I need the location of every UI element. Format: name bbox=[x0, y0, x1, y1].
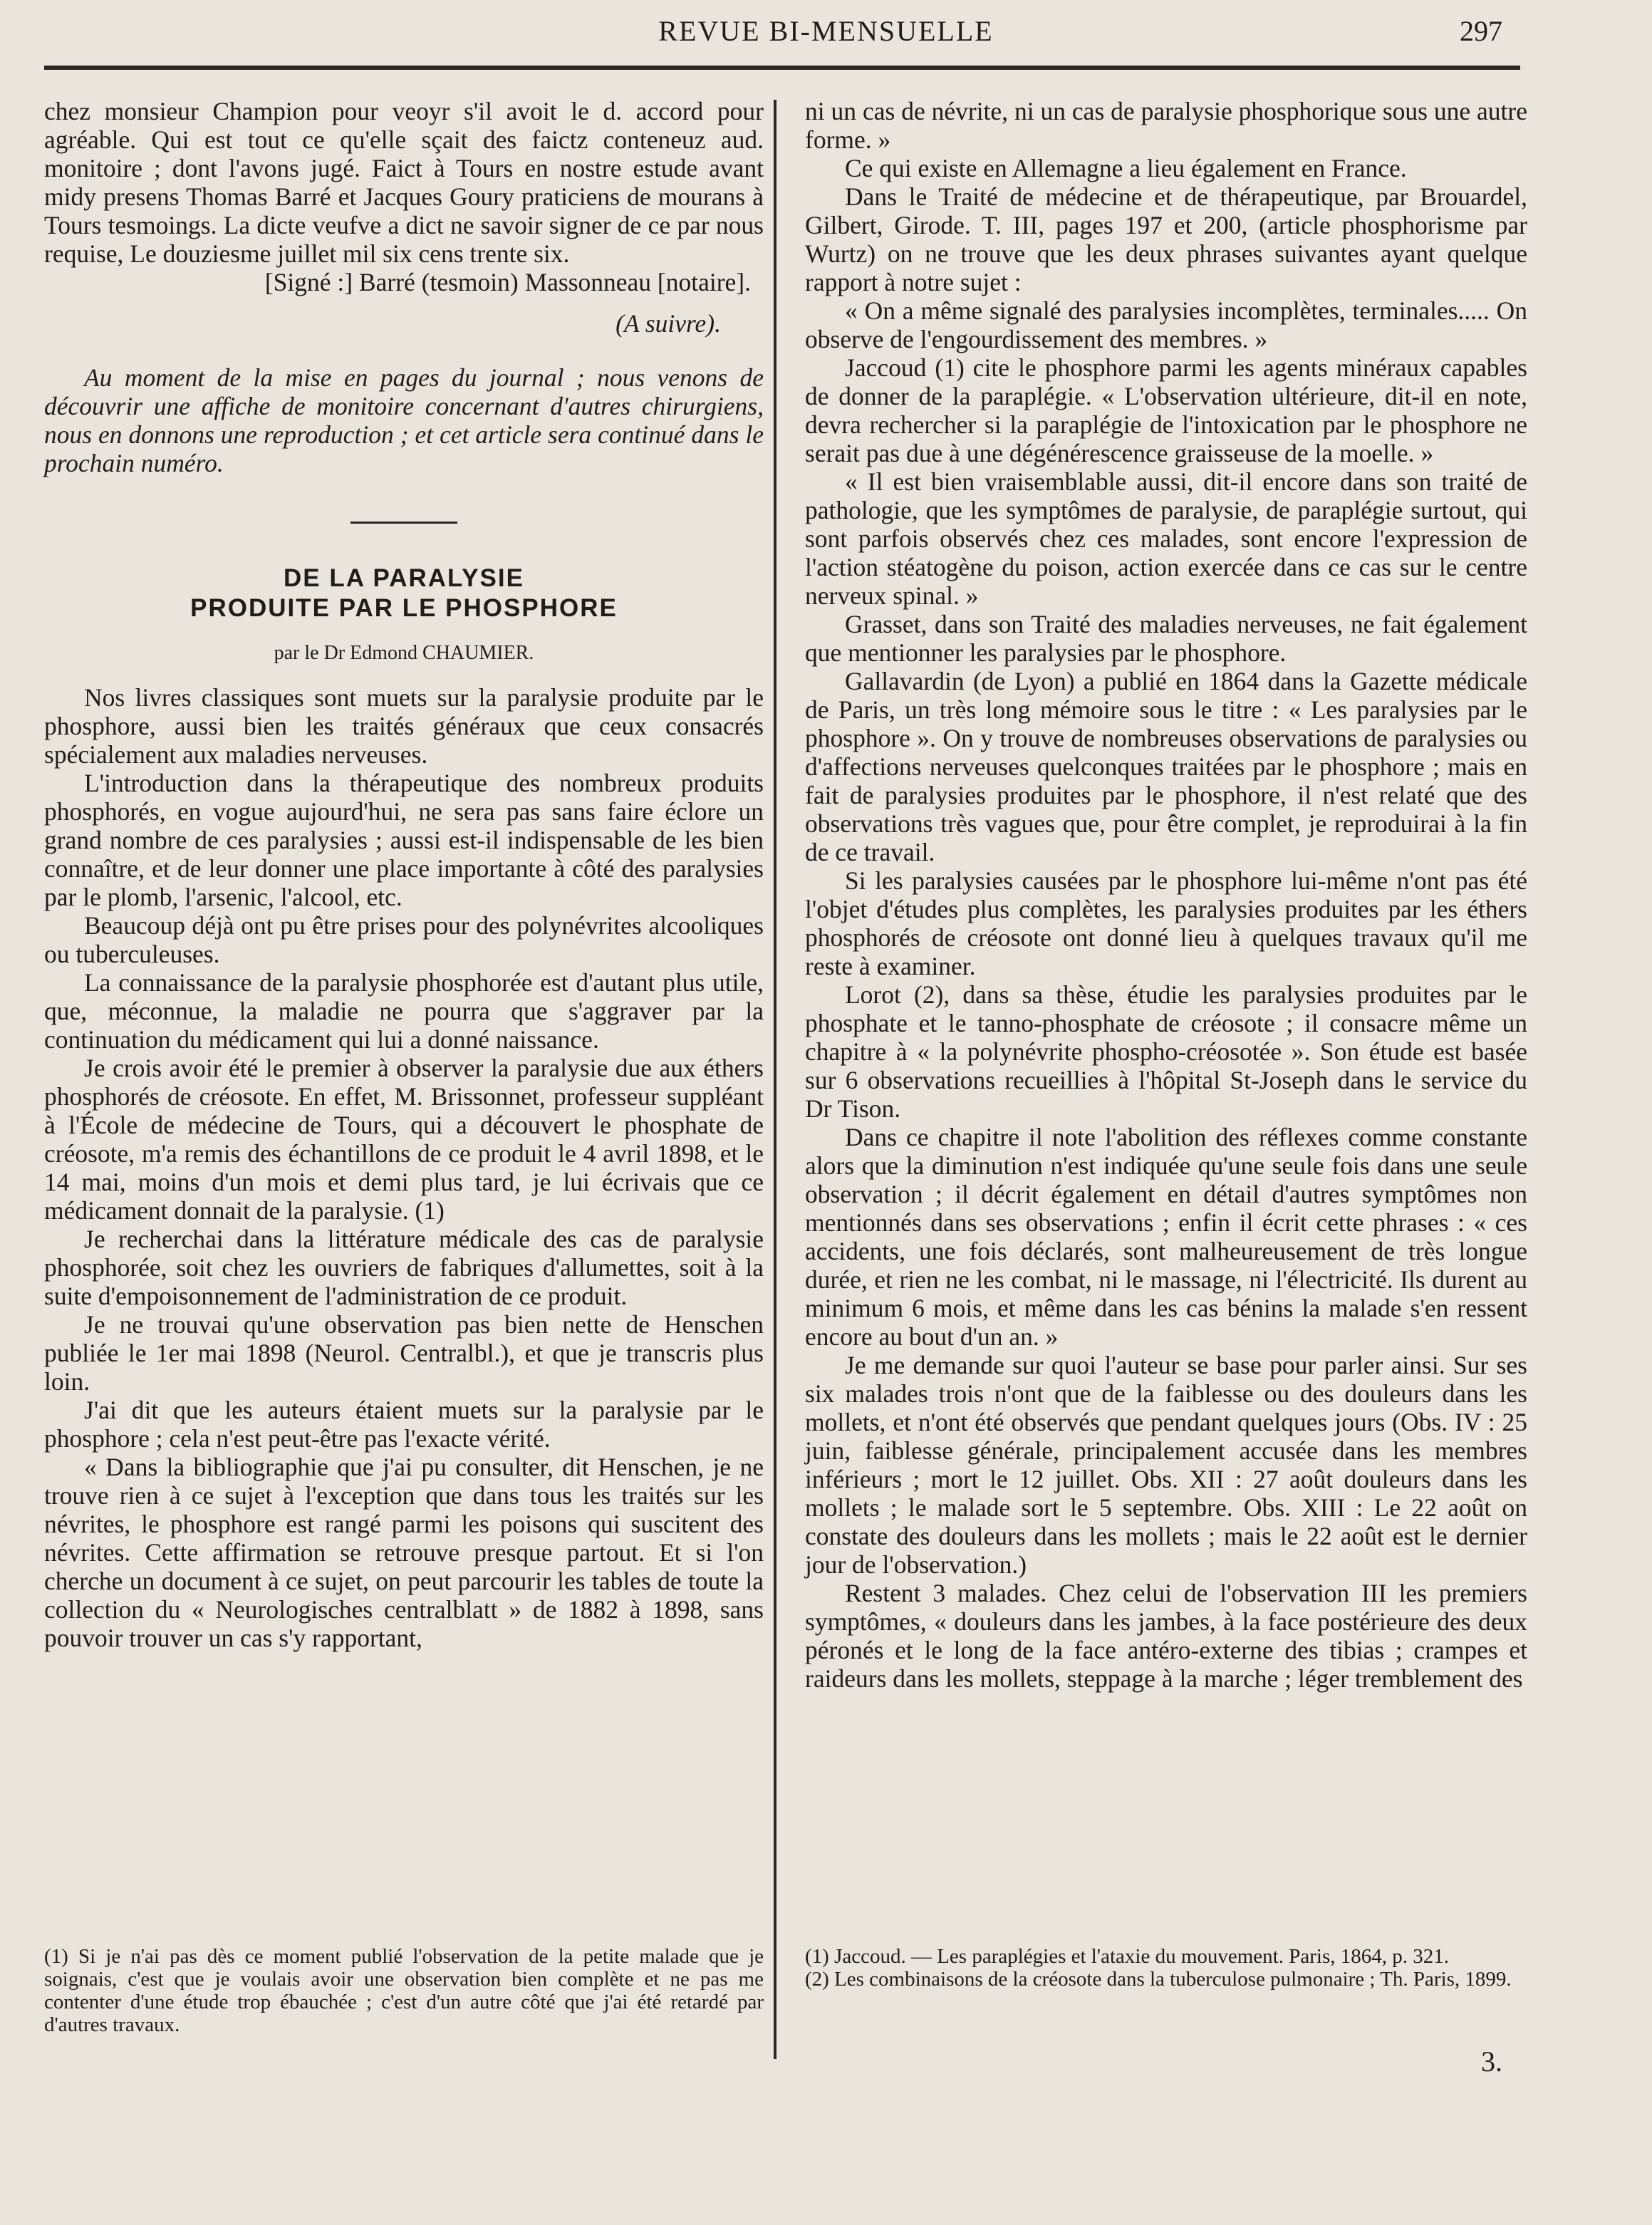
body-paragraph: « On a même signalé des paralysies incomplètes, terminales..... On observe de l'engourdissement des membres. » bbox=[805, 296, 1527, 353]
body-paragraph: Dans le Traité de médecine et de thérapeutique, par Brouardel, Gilbert, Girode. T. III, pages 197 et 200, (article phosphorisme par Wurtz) on ne trouve que les deux phrases suivantes ayant quelque rapport à notre sujet : bbox=[805, 182, 1527, 296]
right-footnotes bbox=[805, 1945, 1527, 1991]
to-be-continued: (A suivre). bbox=[615, 309, 721, 338]
body-paragraph: Nos livres classiques sont muets sur la paralysie produite par le phosphore, aussi bien les traités généraux que ceux consacrés spécialement aux maladies nerveuses. bbox=[44, 683, 764, 769]
body-paragraph: Je ne trouvai qu'une observation pas bien nette de Henschen publiée le 1er mai 1898 (Neurol. Centralbl.), et que je transcris plus loin. bbox=[44, 1310, 764, 1396]
body-paragraph: Ce qui existe en Allemagne a lieu également en France. bbox=[845, 154, 1407, 182]
article-title bbox=[44, 564, 764, 623]
article-title-line: PRODUITE PAR LE PHOSPHORE bbox=[190, 594, 618, 622]
footnote: (2) Les combinaisons de la créosote dans la tuberculose pulmonaire ; Th. Paris, 1899. bbox=[805, 1968, 1512, 1991]
continued-text-paragraph: chez monsieur Champion pour veoyr s'il avoit le d. accord pour agréable. Qui est tout ce qu'elle sçait des faictz conteneuz aud. monitoire ; dont l'avons jugé. Faict à Tours en nostre estude avant midy presens Thomas Barré et Jacques Goury praticiens de mourans à Tours tesmoings. La dicte veufve a dict ne savoir signer de ce par nous requise, Le douziesme juillet mil six cens trente six. bbox=[44, 97, 764, 268]
body-paragraph: J'ai dit que les auteurs étaient muets sur la paralysie par le phosphore ; cela n'est peut-être pas l'exacte vérité. bbox=[44, 1396, 764, 1453]
running-header-title: REVUE BI-MENSUELLE bbox=[658, 15, 994, 47]
body-paragraph: Beaucoup déjà ont pu être prises pour des polynévrites alcooliques ou tuberculeuses. bbox=[44, 911, 764, 968]
body-paragraph: Je recherchai dans la littérature médicale des cas de paralysie phosphorée, soit chez les ouvriers de fabriques d'allumettes, soit à la suite d'empoisonnement de l'administration de ce produit. bbox=[44, 1225, 764, 1310]
left-column bbox=[44, 97, 764, 1652]
page-number: 297 bbox=[1460, 15, 1502, 47]
body-paragraph: Lorot (2), dans sa thèse, étudie les paralysies produites par le phosphate et le tanno-phosphate de créosote ; il consacre même un chapitre à « la polynévrite phospho-créosotée ». Son étude est basée sur 6 observations recueillies à l'hôpital St-Joseph dans le service du Dr Tison. bbox=[805, 980, 1527, 1123]
body-paragraph: « Dans la bibliographie que j'ai pu consulter, dit Henschen, je ne trouve rien à ce sujet à l'exception que dans tous les traités sur les névrites, le phosphore est rangé parmi les poisons qui suscitent des névrites. Cette affirmation se retrouve presque partout. Et si l'on cherche un document à ce sujet, on peut parcourir les tables de toute la collection du « Neurologisches centralblatt » de 1882 à 1898, sans pouvoir trouver un cas s'y rapportant, bbox=[44, 1453, 764, 1652]
body-paragraph: Restent 3 malades. Chez celui de l'observation III les premiers symptômes, « douleurs dans les jambes, à la face postérieure des deux péronés et le long de la face antéro-externe des tibias ; crampes et raideurs dans les mollets, steppage à la marche ; léger tremblement des bbox=[805, 1579, 1527, 1693]
editor-note: Au moment de la mise en pages du journal ; nous venons de découvrir une affiche de monitoire concernant d'autres chirurgiens, nous en donnons une reproduction ; et cet article sera continué dans le prochain numéro. bbox=[44, 363, 764, 477]
body-paragraph: Si les paralysies causées par le phosphore lui-même n'ont pas été l'objet d'études plus complètes, les paralysies produites par les éthers phosphorés de créosote ont donné lieu à quelques travaux qu'il me reste à examiner. bbox=[805, 866, 1527, 980]
article-title-line: DE LA PARALYSIE bbox=[284, 564, 524, 592]
signature-line: [Signé :] Barré (tesmoin) Massonneau [notaire]. bbox=[264, 268, 751, 296]
footnote: (1) Jaccoud. — Les paraplégies et l'ataxie du mouvement. Paris, 1864, p. 321. bbox=[805, 1945, 1449, 1968]
body-paragraph: Dans ce chapitre il note l'abolition des réflexes comme constante alors que la diminution n'est indiquée qu'une seule fois dans une seule observation ; il décrit également en détail d'autres symptômes non mentionnés dans ses observations ; enfin il écrit cette phrases : « ces accidents, une fois déclarés, sont malheureusement de très longue durée, et rien ne les combat, ni le massage, ni l'électricité. Ils durent au minimum 6 mois, et même dans les cas bénins la malade s'en ressent encore au bout d'un an. » bbox=[805, 1123, 1527, 1351]
right-column bbox=[805, 97, 1527, 1693]
body-paragraph: « Il est bien vraisemblable aussi, dit-il encore dans son traité de pathologie, que les symptômes de paralysie, de paraplégie surtout, qui sont parfois observés chez ces malades, sont encore l'expression de l'action stéatogène du poison, action exercée dans ce cas sur le centre nerveux spinal. » bbox=[805, 467, 1527, 610]
header-rule bbox=[44, 66, 1520, 70]
article-byline: par le Dr Edmond CHAUMIER. bbox=[274, 642, 534, 664]
body-paragraph: Grasset, dans son Traité des maladies nerveuses, ne fait également que mentionner les paralysies par le phosphore. bbox=[805, 610, 1527, 667]
left-footnotes bbox=[44, 1945, 764, 2036]
body-paragraph: Gallavardin (de Lyon) a publié en 1864 dans la Gazette médicale de Paris, un très long mémoire sous le titre : « Les paralysies par le phosphore ». On y trouve de nombreuses observations de paralysies ou d'affections nerveuses quelconques traitées par le phosphore ; mais en fait de paralysies produites par le phosphore, il n'est relaté que des observations très vagues que, pour être complet, je reproduirai à la fin de ce travail. bbox=[805, 667, 1527, 866]
body-paragraph: Je crois avoir été le premier à observer la paralysie due aux éthers phosphorés de créosote. En effet, M. Brissonnet, professeur suppléant à l'École de médecine de Tours, qui a découvert le phosphate de créosote, m'a remis des échantillons de ce produit le 4 avril 1898, et le 14 mai, moins d'un mois et demi plus tard, je lui écrivais que ce médicament donnait de la paralysie. (1) bbox=[44, 1054, 764, 1225]
body-paragraph: Jaccoud (1) cite le phosphore parmi les agents minéraux capables de donner de la paraplégie. « L'observation ultérieure, dit-il en note, devra rechercher si la paraplégie de l'intoxication par le phosphore ne serait pas due à une dégénérescence graisseuse de la moelle. » bbox=[805, 353, 1527, 467]
body-paragraph: ni un cas de névrite, ni un cas de paralysie phosphorique sous une autre forme. » bbox=[805, 97, 1527, 154]
signature-mark: 3. bbox=[1481, 2045, 1502, 2078]
body-paragraph: L'introduction dans la thérapeutique des nombreux produits phosphorés, en vogue aujourd'hui, ne sera pas sans faire éclore un grand nombre de ces paralysies ; aussi est-il indispensable de les bien connaître, et de leur donner une place importante à côté des paralysies par le plomb, l'arsenic, l'alcool, etc. bbox=[44, 769, 764, 911]
section-separator bbox=[350, 522, 457, 524]
footnote: (1) Si je n'ai pas dès ce moment publié l'observation de la petite malade que je soignais, c'est que je voulais avoir une observation bien complète et ne pas me contenter d'une étude trop ébauchée ; c'est d'un autre côté que j'ai été retardé par d'autres travaux. bbox=[44, 1945, 764, 2036]
body-paragraph: Je me demande sur quoi l'auteur se base pour parler ainsi. Sur ses six malades trois n'ont que de la faiblesse ou des douleurs dans les mollets, et n'ont été observés que pendant quelques jours (Obs. IV : 25 juin, faiblesse générale, principalement accusée dans les membres inférieurs ; mort le 12 juillet. Obs. XII : 27 août douleurs dans les mollets ; le malade sort le 5 septembre. Obs. XIII : Le 22 août on constate des douleurs dans les mollets ; mais le 22 août est le dernier jour de l'observation.) bbox=[805, 1351, 1527, 1579]
body-paragraph: La connaissance de la paralysie phosphorée est d'autant plus utile, que, méconnue, la maladie ne pourra que s'aggraver par la continuation du médicament qui lui a donné naissance. bbox=[44, 968, 764, 1054]
column-divider bbox=[774, 100, 776, 2059]
